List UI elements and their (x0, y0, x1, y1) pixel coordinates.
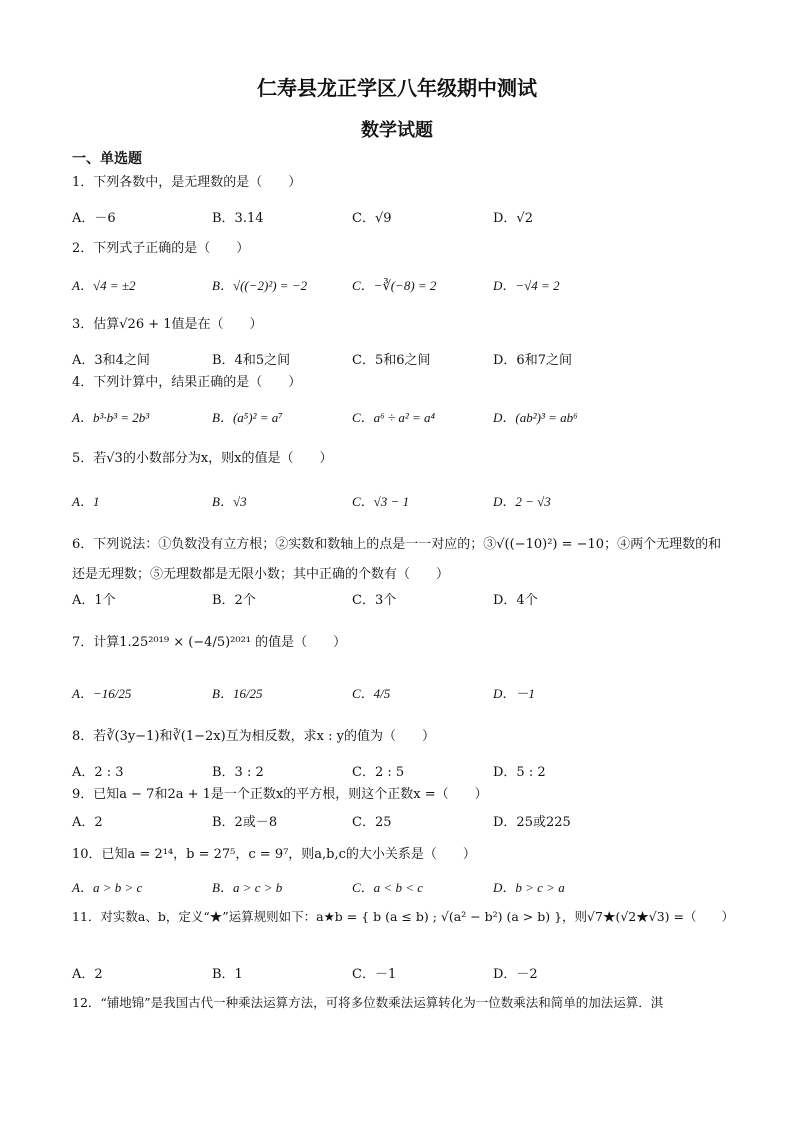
question-7-option-c: C．4/5 (352, 685, 391, 701)
question-8-options (72, 756, 732, 784)
question-8-option-a: A．2 : 3 (72, 764, 124, 780)
question-6-option-d: D．4个 (493, 592, 538, 608)
question-5-option-b: B．√3 (212, 493, 247, 509)
question-6-stem: 6．下列说法：①负数没有立方根；②实数和数轴上的点是一一对应的；③√((−10)²) = −10；④两个无理数的和还是无理数；⑤无理数都是无限小数；其中正确的个数有（ ） (72, 537, 722, 582)
question-7-option-d: D．－1 (493, 685, 535, 701)
question-1-stem: 1．下列各数中，是无理数的是（ ） (72, 175, 302, 190)
question-5-option-c: C．√3 − 1 (352, 493, 410, 509)
question-11-option-a: A．2 (72, 966, 103, 982)
question-9-option-a: A．2 (72, 814, 103, 830)
question-10-option-a: A．a > b > c (72, 879, 143, 895)
question-8-option-b: B．3 : 2 (212, 764, 264, 780)
question-2-stem: 2．下列式子正确的是（ ） (72, 241, 250, 256)
question-4-stem: 4．下列计算中，结果正确的是（ ） (72, 375, 302, 390)
question-3-options (72, 344, 732, 372)
question-12-stem: 12．“铺地锦”是我国古代一种乘法运算方法，可将多位数乘法运算转化为一位数乘法和简单的加法运算．淇 (72, 995, 664, 1010)
question-1-option-b: B．3.14 (212, 210, 264, 226)
exam-subtitle: 数学试题 (361, 120, 433, 141)
question-4-option-b: B．(a⁵)² = a⁷ (212, 409, 283, 425)
question-5-options (72, 486, 732, 514)
question-2-option-b: B．√((−2)²) = −2 (212, 277, 308, 293)
question-5-stem: 5．若√3的小数部分为x，则x的值是（ ） (72, 451, 333, 466)
question-9-stem: 9．已知a − 7和2a + 1是一个正数x的平方根，则这个正数x =（ ） (72, 787, 488, 802)
section-heading: 一、单选题 (72, 151, 142, 167)
question-2-option-d: D．−√4 = 2 (493, 277, 560, 293)
question-7-option-b: B．16/25 (212, 685, 263, 701)
question-6-option-c: C．3个 (352, 592, 397, 608)
question-10-stem: 10．已知a = 2¹⁴，b = 27⁵，c = 9⁷，则a,b,c的大小关系是（ ） (72, 847, 476, 862)
question-6-option-b: B．2个 (212, 592, 256, 608)
question-3-option-a: A．3和4之间 (72, 352, 150, 368)
question-7-stem: 7．计算1.25²⁰¹⁹ × (−4/5)²⁰²¹ 的值是（ ） (72, 635, 347, 650)
question-8-option-d: D．5 : 2 (493, 764, 546, 780)
question-4-options (72, 402, 732, 430)
question-9-options (72, 806, 732, 834)
question-3-option-c: C．5和6之间 (352, 352, 431, 368)
question-6-options (72, 584, 732, 612)
question-1-option-c: C．√9 (352, 210, 392, 226)
question-10-option-d: D．b > c > a (493, 879, 565, 895)
question-11-options (72, 958, 732, 986)
question-9-option-b: B．2或－8 (212, 814, 278, 830)
question-6-option-a: A．1个 (72, 592, 116, 608)
question-4-option-d: D．(ab²)³ = ab⁶ (493, 409, 578, 425)
question-11-option-d: D．－2 (493, 966, 538, 982)
question-9-option-c: C．25 (352, 814, 392, 830)
question-3-stem: 3．估算√26 + 1值是在（ ） (72, 317, 263, 332)
question-5-option-a: A．1 (72, 493, 100, 509)
question-2-option-a: A．√4 = ±2 (72, 277, 136, 293)
question-2-options (72, 270, 732, 298)
question-1-option-a: A．－6 (72, 210, 116, 226)
question-8-stem: 8．若∛(3y−1)和∛(1−2x)互为相反数，求x : y的值为（ ） (72, 729, 435, 744)
question-1-options (72, 202, 732, 230)
question-3-option-b: B．4和5之间 (212, 352, 291, 368)
question-10-options (72, 872, 732, 900)
question-10-option-c: C．a < b < c (352, 879, 423, 895)
question-11-option-b: B．1 (212, 966, 243, 982)
exam-title: 仁寿县龙正学区八年级期中测试 (257, 76, 537, 100)
question-3-option-d: D．6和7之间 (493, 352, 572, 368)
question-9-option-d: D．25或225 (493, 814, 571, 830)
question-2-option-c: C．−∛(−8) = 2 (352, 277, 437, 293)
question-5-option-d: D．2 − √3 (493, 493, 551, 509)
question-4-option-c: C．a⁶ ÷ a² = a⁴ (352, 409, 436, 425)
question-11-stem: 11．对实数a、b，定义“★”运算规则如下：a★b = { b (a ≤ b) ; √(a² − b²) (a > b) }，则√7★(√2★√3) =（ ） (72, 909, 735, 924)
question-11-option-c: C．－1 (352, 966, 397, 982)
question-7-option-a: A．−16/25 (72, 685, 132, 701)
question-8-option-c: C．2 : 5 (352, 764, 405, 780)
question-4-option-a: A．b³·b³ = 2b³ (72, 409, 150, 425)
question-7-options (72, 678, 732, 706)
question-1-option-d: D．√2 (493, 210, 533, 226)
question-10-option-b: B．a > c > b (212, 879, 283, 895)
